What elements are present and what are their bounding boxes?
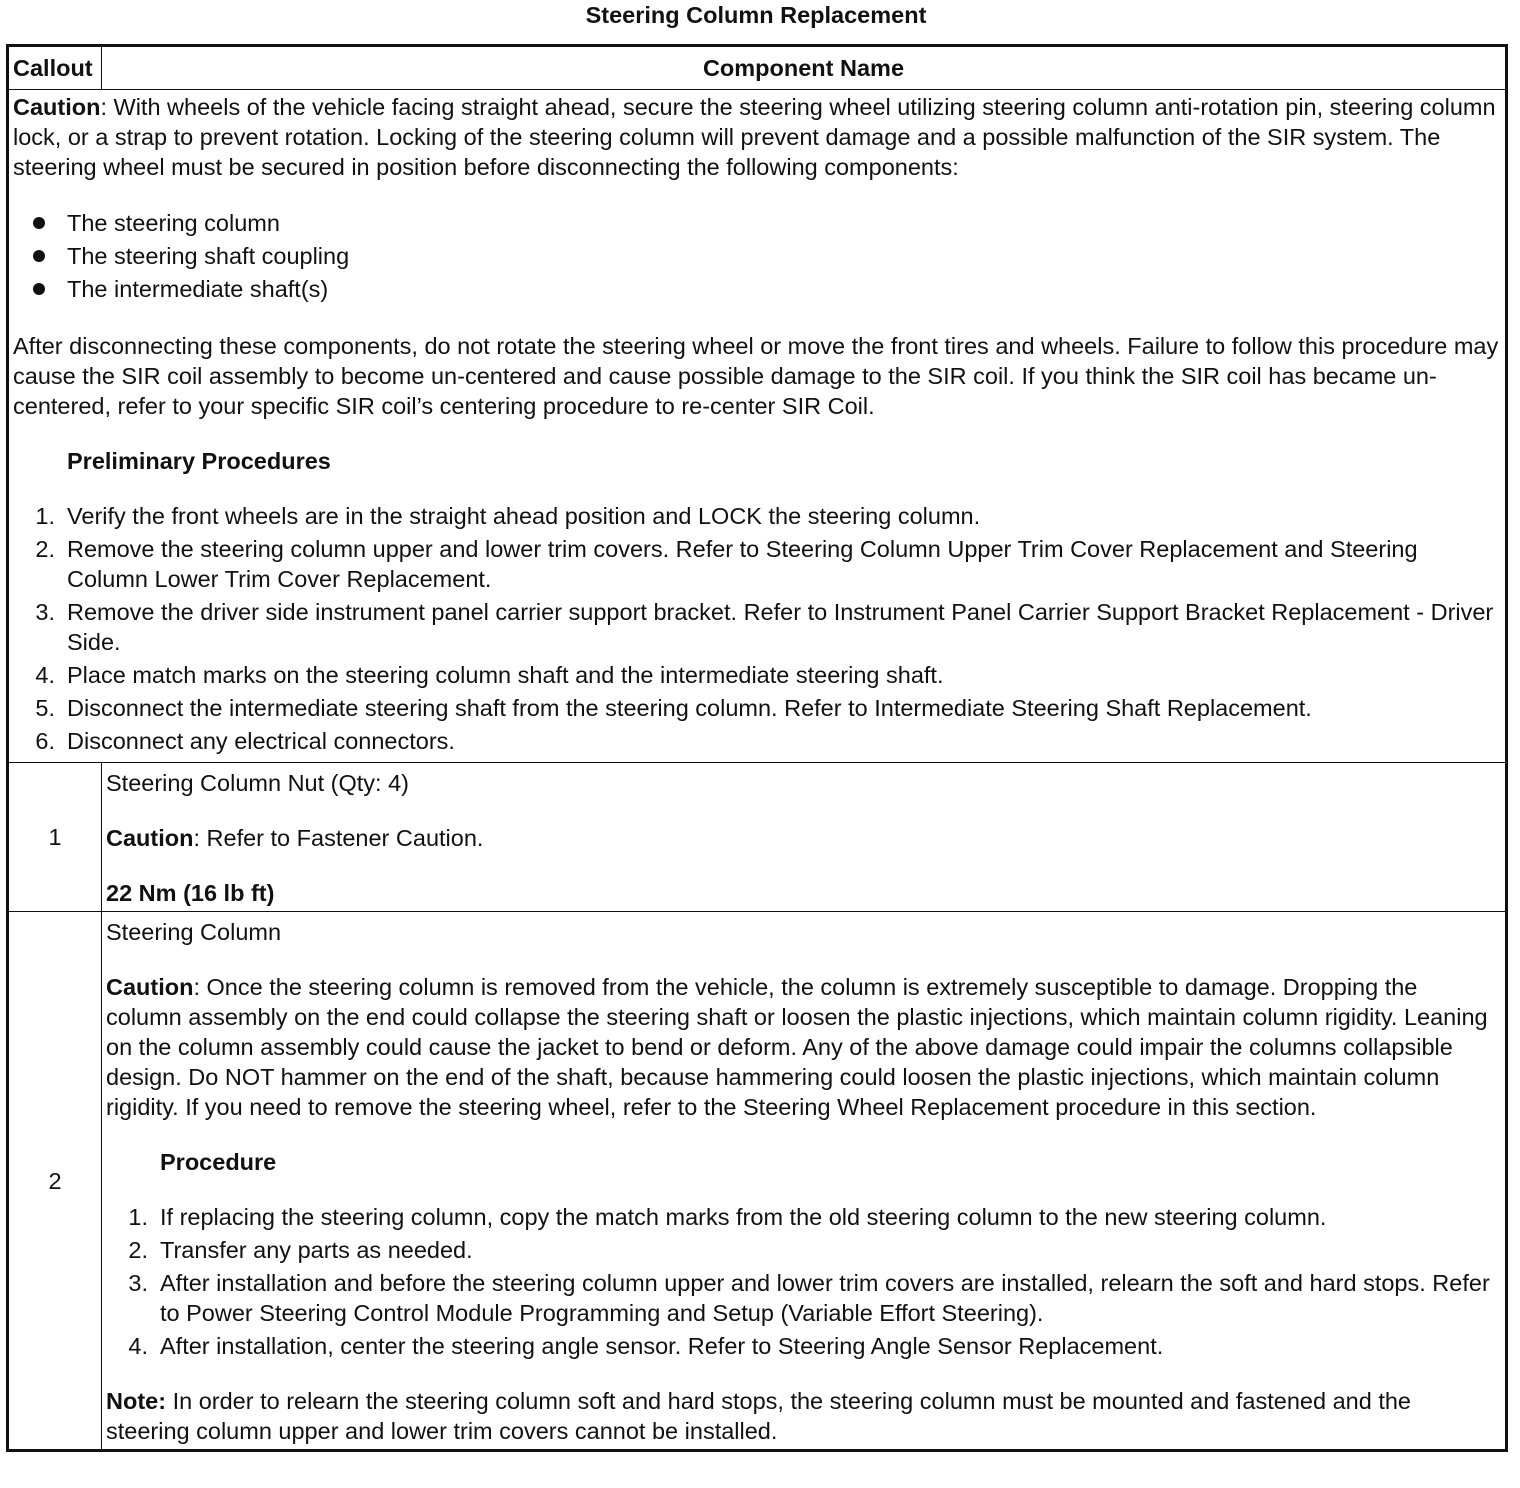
bullet-icon [33,283,45,295]
caution-label: Caution [13,94,101,120]
torque-spec: 22 Nm (16 lb ft) [106,880,275,906]
document-title: Steering Column Replacement [585,2,927,28]
list-item: 5. Disconnect the intermediate steering shaft from the steering column. Refer to Intermediate Steering Shaft Replacement. [35,695,1312,721]
intro-cell [8,90,1507,763]
intro-row [8,90,1507,763]
component-name: Steering Column Nut (Qty: 4) [106,770,409,796]
bullet-icon [33,250,45,262]
caution-label: Caution [106,974,194,1000]
after-disconnect-text: After disconnecting these components, do not rotate the steering wheel or move the front tires and wheels. Failure to follow this procedure may cause the SIR coil assembly to become un-centered and cause possible damage to the SIR coil. If you think the SIR coil has became un-centered, refer to your specific SIR coil’s centering procedure to re-center SIR Coil. [13,333,1499,419]
list-item: 1. If replacing the steering column, copy the match marks from the old steering column to the new steering column. [128,1204,1327,1230]
component-name: Steering Column [106,919,282,945]
component-name-header: Component Name [102,46,1507,90]
list-item: 3. After installation and before the steering column upper and lower trim covers are installed, relearn the soft and hard stops. Refer to Power Steering Control Module Programming and Setup (Variable Effort Steering). [128,1270,1490,1326]
caution-label: Caution [106,825,194,851]
component-caution [106,823,1499,853]
list-item: The steering column [13,207,1499,240]
note-text: In order to relearn the steering column soft and hard stops, the steering column must be mounted and fastened and the steering column upper and lower trim covers cannot be installed. [106,1388,1411,1444]
caution-text: : With wheels of the vehicle facing straight ahead, secure the steering wheel utilizing steering column anti-rotation pin, steering column lock, or a strap to prevent rotation. Locking of the steering column will prevent damage and a possible malfunction of the SIR system. The steering wheel must be secured in position before disconnecting the following components: [13,94,1496,180]
table-header-row [8,46,1507,90]
bullet-icon [33,217,45,229]
callout-number: 2 [8,912,102,1451]
procedure-steps [106,1202,1499,1361]
caution-text: : Once the steering column is removed from the vehicle, the column is extremely susceptible to damage. Dropping the column assembly on the end could collapse the steering shaft or loosen the plastic injections, which maintain column rigidity. Leaning on the column assembly could cause the jacket to bend or deform. Any of the above damage could impair the columns collapsible design. Do NOT hammer on the end of the shaft, because hammering could loosen the plastic injections, which maintain column rigidity. If you need to remove the steering wheel, refer to the Steering Wheel Replacement procedure in this section. [106,974,1488,1120]
list-item: The steering shaft coupling [13,240,1499,273]
component-caution [106,972,1499,1122]
intro-caution [13,92,1499,182]
preliminary-steps [13,501,1499,756]
procedure-table [6,44,1508,1452]
component-cell [102,763,1507,912]
caution-text: : Refer to Fastener Caution. [193,825,484,851]
procedure-heading: Procedure [160,1149,277,1175]
component-bullet-list [13,207,1499,306]
list-item: 2. Remove the steering column upper and lower trim covers. Refer to Steering Column Upper Trim Cover Replacement and Steering Column Lower Trim Cover Replacement. [35,536,1418,592]
list-item: 6. Disconnect any electrical connectors. [35,728,455,754]
list-item: 4. After installation, center the steering angle sensor. Refer to Steering Angle Sensor Replacement. [128,1333,1164,1359]
list-item: The intermediate shaft(s) [13,273,1499,306]
list-item: 4. Place match marks on the steering column shaft and the intermediate steering shaft. [35,662,944,688]
preliminary-heading: Preliminary Procedures [67,448,331,474]
callout-header: Callout [8,46,102,90]
table-row [8,912,1507,1451]
note [106,1386,1499,1446]
component-cell [102,912,1507,1451]
note-label: Note: [106,1388,167,1414]
list-item: 2. Transfer any parts as needed. [128,1237,473,1263]
list-item: 1. Verify the front wheels are in the straight ahead position and LOCK the steering column. [35,503,981,529]
list-item: 3. Remove the driver side instrument panel carrier support bracket. Refer to Instrument Panel Carrier Support Bracket Replacement - Driver Side. [35,599,1494,655]
callout-number: 1 [8,763,102,912]
table-row [8,763,1507,912]
